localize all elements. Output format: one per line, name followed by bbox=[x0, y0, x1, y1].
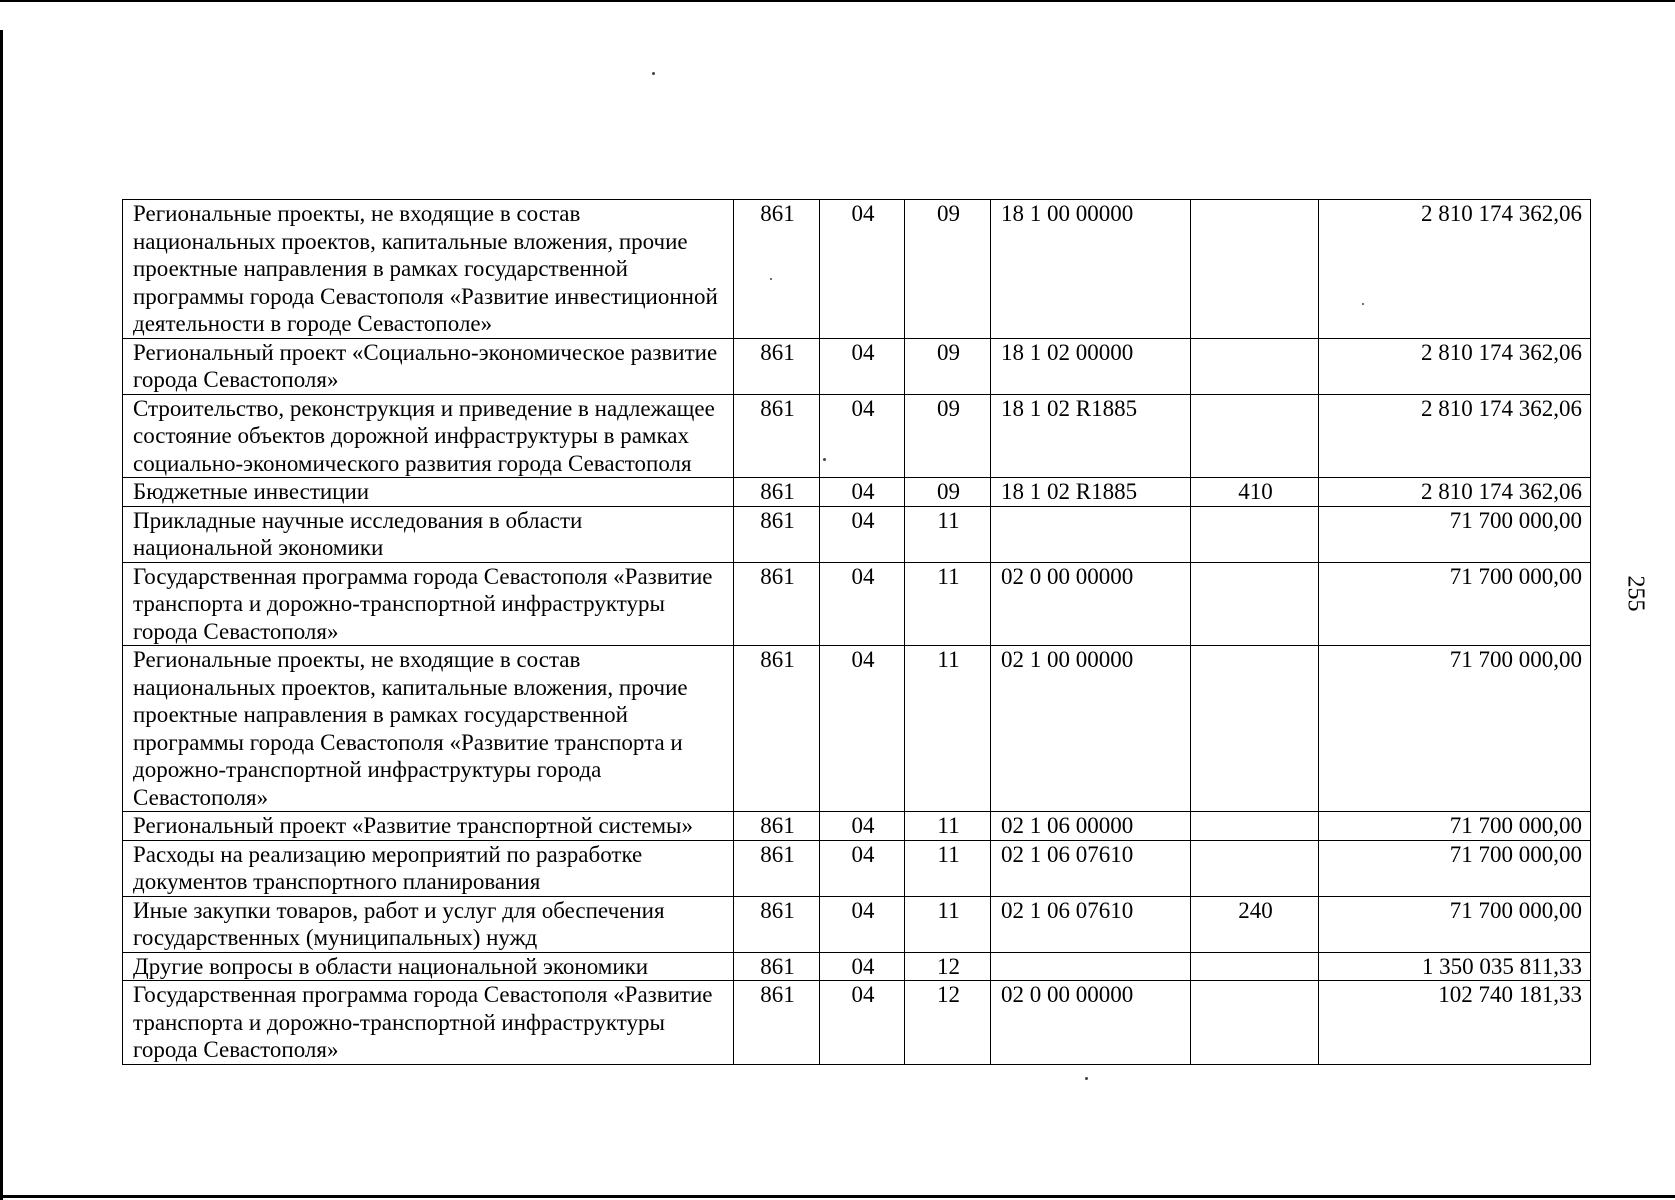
row-amount-cell: 71 700 000,00 bbox=[1319, 840, 1591, 896]
row-target-article-cell: 18 1 02 R1885 bbox=[991, 478, 1191, 507]
row-expense-type-cell bbox=[1191, 506, 1319, 562]
row-name-cell: Региональные проекты, не входящие в состав национальных проектов, капитальные вложения, прочие проектные направления в рамках государственной программы города Севастополя «Развитие инвестиционной деятельности в городе Севастополе» bbox=[123, 200, 734, 339]
row-grbs-cell: 861 bbox=[734, 506, 820, 562]
table-row bbox=[123, 478, 1591, 507]
row-name-cell: Региональные проекты, не входящие в состав национальных проектов, капитальные вложения, прочие проектные направления в рамках государственной программы города Севастополя «Развитие транспорта и дорожно-транспортной инфраструктуры города Севастополя» bbox=[123, 646, 734, 812]
row-target-article-cell: 02 0 00 00000 bbox=[991, 562, 1191, 646]
table-row bbox=[123, 338, 1591, 394]
row-subsection-cell: 09 bbox=[905, 478, 991, 507]
row-grbs-cell: 861 bbox=[734, 952, 820, 981]
row-section-cell: 04 bbox=[820, 478, 905, 507]
row-grbs-cell: 861 bbox=[734, 338, 820, 394]
row-amount-cell: 71 700 000,00 bbox=[1319, 896, 1591, 952]
row-name-cell: Государственная программа города Севастополя «Развитие транспорта и дорожно-транспортной инфраструктуры города Севастополя» bbox=[123, 562, 734, 646]
row-amount-cell: 71 700 000,00 bbox=[1319, 506, 1591, 562]
row-expense-type-cell bbox=[1191, 562, 1319, 646]
row-section-cell: 04 bbox=[820, 562, 905, 646]
row-name-cell: Расходы на реализацию мероприятий по разработке документов транспортного планирования bbox=[123, 840, 734, 896]
row-expense-type-cell bbox=[1191, 200, 1319, 339]
row-section-cell: 04 bbox=[820, 981, 905, 1065]
row-grbs-cell: 861 bbox=[734, 812, 820, 841]
row-target-article-cell: 02 1 06 07610 bbox=[991, 896, 1191, 952]
row-target-article-cell bbox=[991, 952, 1191, 981]
row-name-cell: Бюджетные инвестиции bbox=[123, 478, 734, 507]
row-subsection-cell: 11 bbox=[905, 896, 991, 952]
table-row bbox=[123, 981, 1591, 1065]
row-expense-type-cell bbox=[1191, 338, 1319, 394]
row-name-cell: Региональный проект «Развитие транспортной системы» bbox=[123, 812, 734, 841]
row-subsection-cell: 12 bbox=[905, 952, 991, 981]
row-name-cell: Государственная программа города Севастополя «Развитие транспорта и дорожно-транспортной инфраструктуры города Севастополя» bbox=[123, 981, 734, 1065]
row-expense-type-cell bbox=[1191, 394, 1319, 478]
row-section-cell: 04 bbox=[820, 840, 905, 896]
row-subsection-cell: 11 bbox=[905, 812, 991, 841]
row-target-article-cell: 02 0 00 00000 bbox=[991, 981, 1191, 1065]
table-row bbox=[123, 562, 1591, 646]
table-row bbox=[123, 840, 1591, 896]
row-expense-type-cell bbox=[1191, 840, 1319, 896]
row-subsection-cell: 11 bbox=[905, 840, 991, 896]
row-subsection-cell: 11 bbox=[905, 506, 991, 562]
row-section-cell: 04 bbox=[820, 896, 905, 952]
row-expense-type-cell bbox=[1191, 952, 1319, 981]
row-target-article-cell: 02 1 00 00000 bbox=[991, 646, 1191, 812]
row-subsection-cell: 09 bbox=[905, 394, 991, 478]
table-row bbox=[123, 646, 1591, 812]
row-name-cell: Строительство, реконструкция и приведение в надлежащее состояние объектов дорожной инфраструктуры в рамках социально-экономического развития города Севастополя bbox=[123, 394, 734, 478]
row-section-cell: 04 bbox=[820, 952, 905, 981]
row-subsection-cell: 09 bbox=[905, 200, 991, 339]
row-target-article-cell: 02 1 06 07610 bbox=[991, 840, 1191, 896]
table-row bbox=[123, 812, 1591, 841]
row-amount-cell: 2 810 174 362,06 bbox=[1319, 200, 1591, 339]
row-expense-type-cell bbox=[1191, 812, 1319, 841]
row-amount-cell: 71 700 000,00 bbox=[1319, 646, 1591, 812]
row-amount-cell: 102 740 181,33 bbox=[1319, 981, 1591, 1065]
row-section-cell: 04 bbox=[820, 338, 905, 394]
row-grbs-cell: 861 bbox=[734, 840, 820, 896]
row-grbs-cell: 861 bbox=[734, 394, 820, 478]
row-target-article-cell: 18 1 02 R1885 bbox=[991, 394, 1191, 478]
row-name-cell: Региональный проект «Социально-экономическое развитие города Севастополя» bbox=[123, 338, 734, 394]
row-section-cell: 04 bbox=[820, 200, 905, 339]
scan-speck bbox=[652, 72, 655, 75]
row-name-cell: Другие вопросы в области национальной экономики bbox=[123, 952, 734, 981]
row-name-cell: Иные закупки товаров, работ и услуг для обеспечения государственных (муниципальных) нужд bbox=[123, 896, 734, 952]
row-grbs-cell: 861 bbox=[734, 562, 820, 646]
row-grbs-cell: 861 bbox=[734, 200, 820, 339]
row-expense-type-cell: 240 bbox=[1191, 896, 1319, 952]
budget-table bbox=[122, 199, 1591, 1065]
row-grbs-cell: 861 bbox=[734, 478, 820, 507]
row-expense-type-cell bbox=[1191, 646, 1319, 812]
scan-edge-top bbox=[0, 0, 1675, 2]
table-row bbox=[123, 394, 1591, 478]
row-subsection-cell: 11 bbox=[905, 646, 991, 812]
row-section-cell: 04 bbox=[820, 394, 905, 478]
row-amount-cell: 2 810 174 362,06 bbox=[1319, 478, 1591, 507]
row-section-cell: 04 bbox=[820, 646, 905, 812]
table-body bbox=[123, 200, 1591, 1065]
row-subsection-cell: 09 bbox=[905, 338, 991, 394]
row-target-article-cell: 18 1 02 00000 bbox=[991, 338, 1191, 394]
row-section-cell: 04 bbox=[820, 506, 905, 562]
row-amount-cell: 71 700 000,00 bbox=[1319, 562, 1591, 646]
page-number: 255 bbox=[1622, 575, 1649, 612]
row-expense-type-cell: 410 bbox=[1191, 478, 1319, 507]
table-row bbox=[123, 506, 1591, 562]
row-grbs-cell: 861 bbox=[734, 896, 820, 952]
row-expense-type-cell bbox=[1191, 981, 1319, 1065]
table-row bbox=[123, 896, 1591, 952]
scan-speck bbox=[1085, 1077, 1088, 1080]
scan-edge-left bbox=[0, 30, 3, 1200]
row-target-article-cell: 02 1 06 00000 bbox=[991, 812, 1191, 841]
row-amount-cell: 71 700 000,00 bbox=[1319, 812, 1591, 841]
table-row bbox=[123, 952, 1591, 981]
row-subsection-cell: 11 bbox=[905, 562, 991, 646]
row-target-article-cell bbox=[991, 506, 1191, 562]
row-name-cell: Прикладные научные исследования в области национальной экономики bbox=[123, 506, 734, 562]
row-section-cell: 04 bbox=[820, 812, 905, 841]
row-subsection-cell: 12 bbox=[905, 981, 991, 1065]
table-row bbox=[123, 200, 1591, 339]
scan-edge-bottom bbox=[0, 1195, 1675, 1198]
row-amount-cell: 2 810 174 362,06 bbox=[1319, 394, 1591, 478]
row-grbs-cell: 861 bbox=[734, 646, 820, 812]
row-amount-cell: 1 350 035 811,33 bbox=[1319, 952, 1591, 981]
row-grbs-cell: 861 bbox=[734, 981, 820, 1065]
row-amount-cell: 2 810 174 362,06 bbox=[1319, 338, 1591, 394]
row-target-article-cell: 18 1 00 00000 bbox=[991, 200, 1191, 339]
